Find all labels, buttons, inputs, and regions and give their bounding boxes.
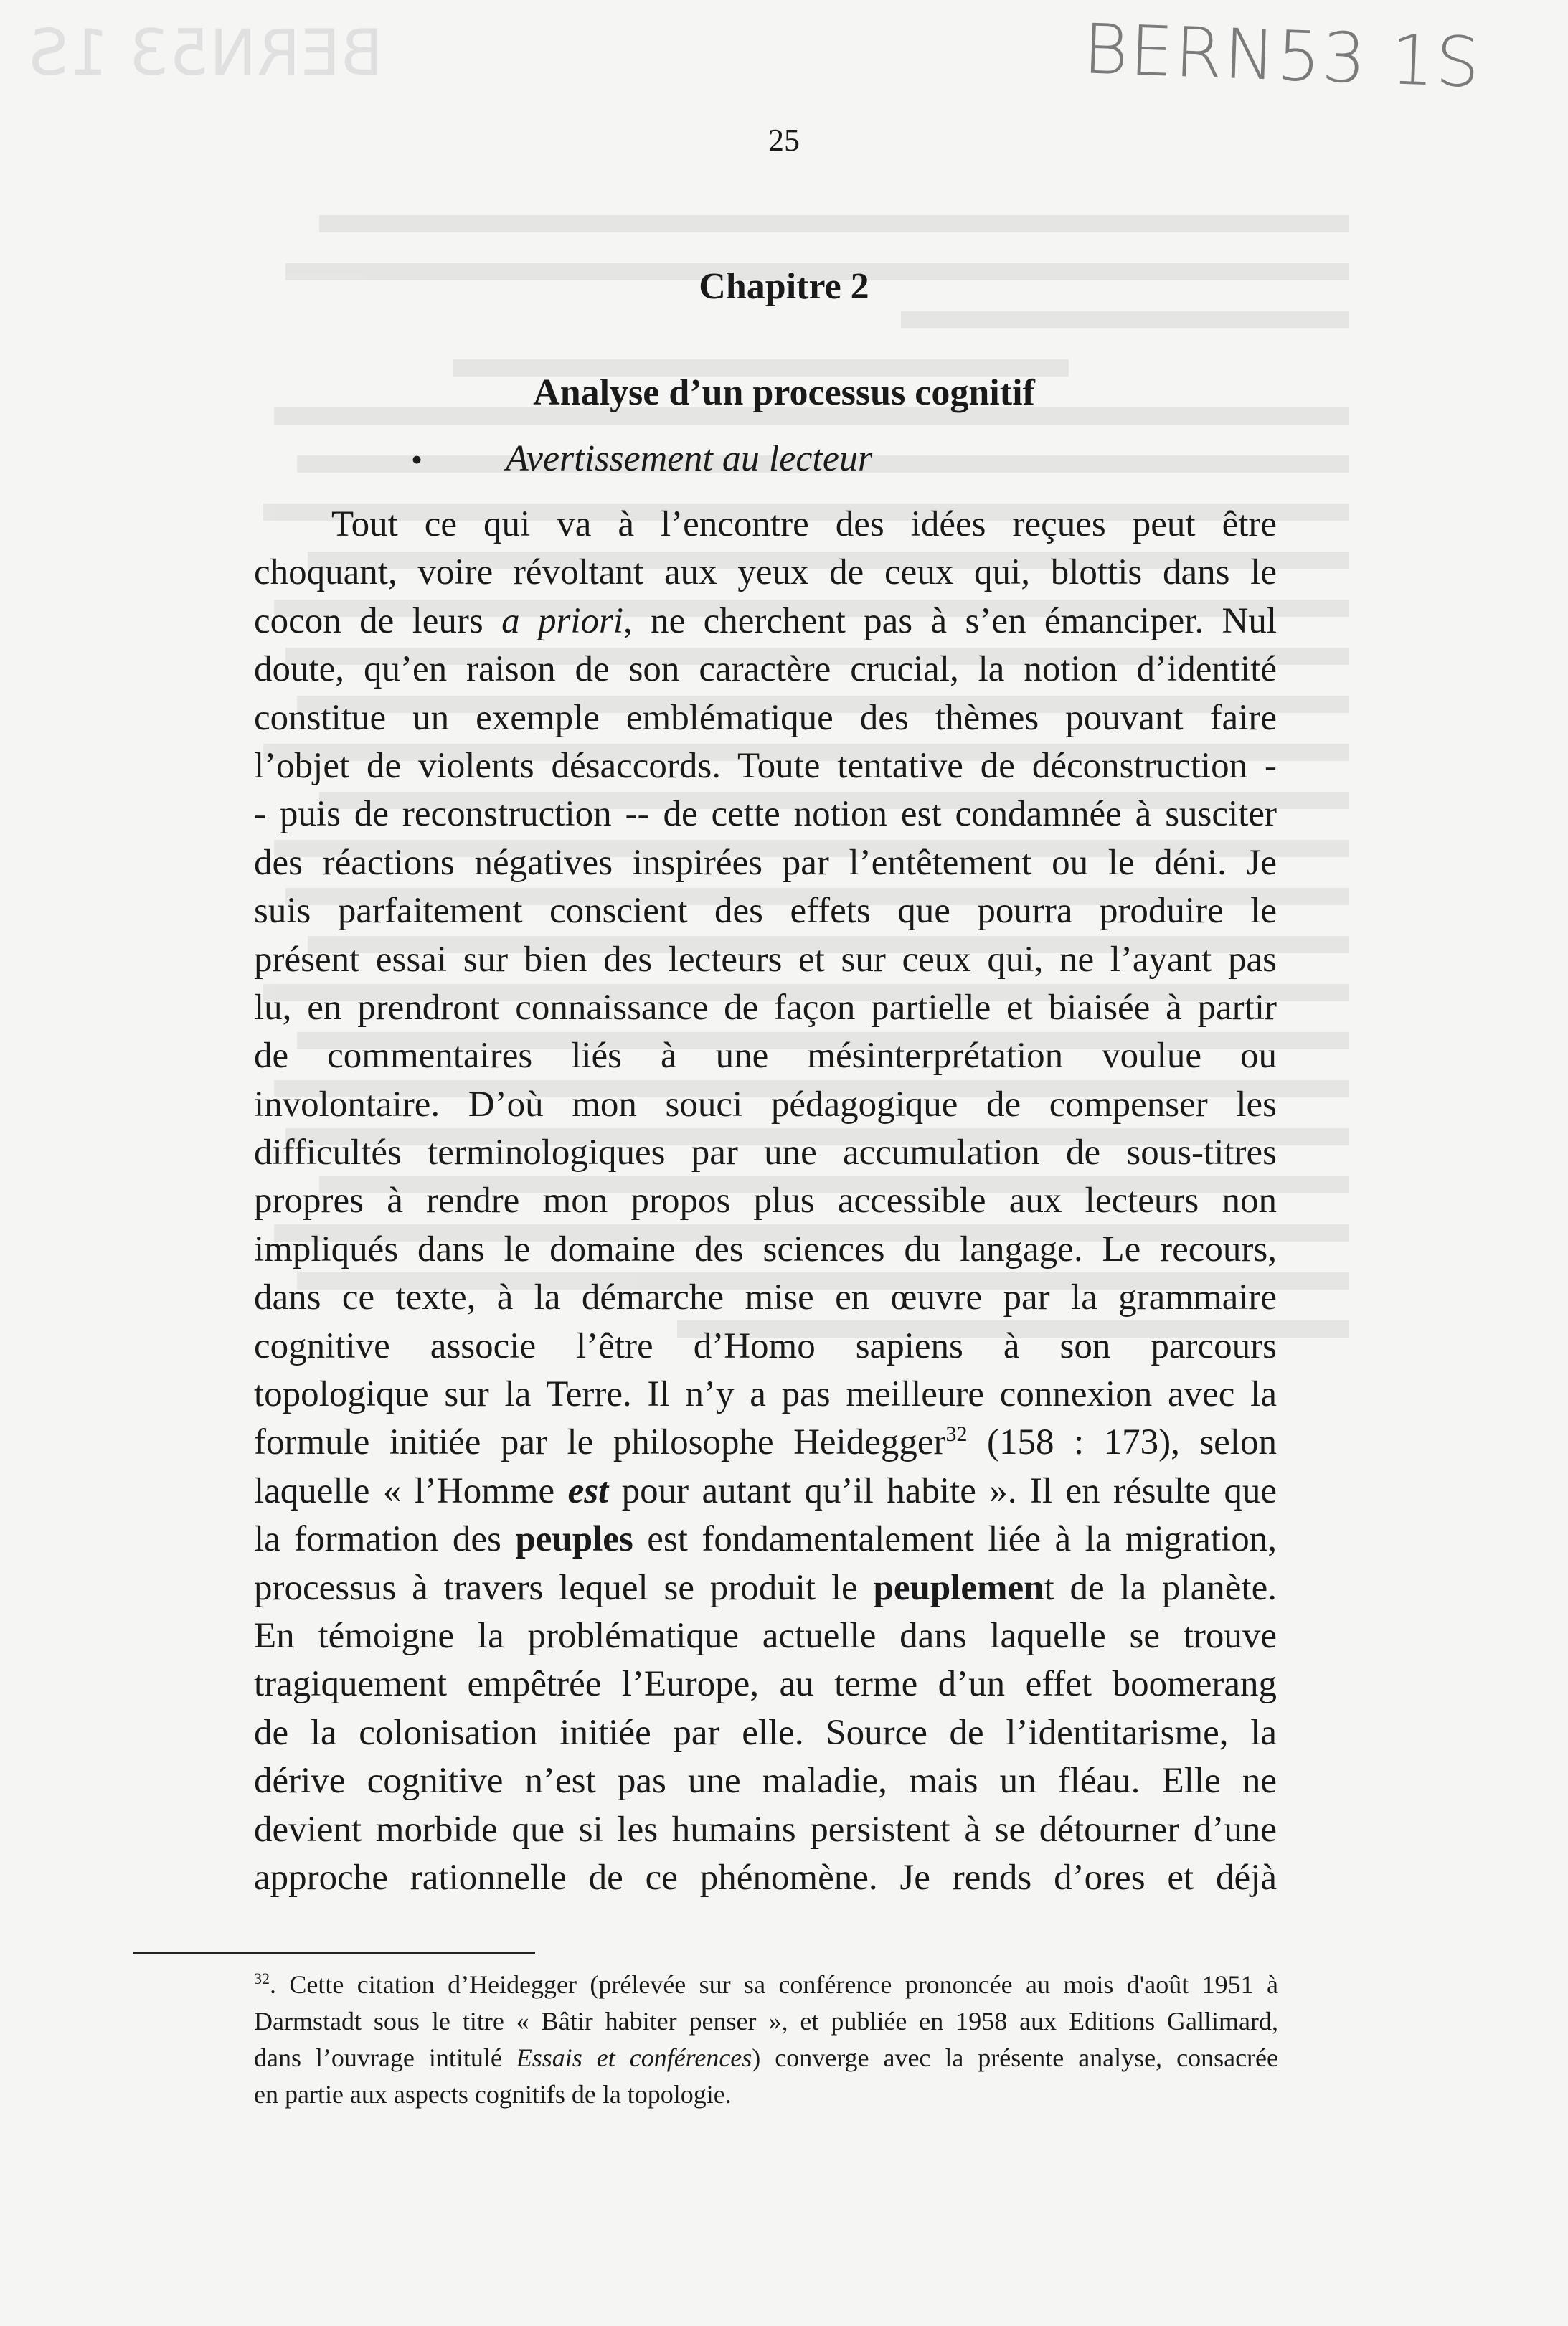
handwritten-archive-stamp: BERN53 1S bbox=[1082, 9, 1483, 103]
text-line: dans ce texte, à la démarche mise en œuvre par la grammaire bbox=[254, 1277, 1277, 1318]
footnote-line: en partie aux aspects cognitifs de la topologie. bbox=[254, 2080, 732, 2109]
footnote-number: 32 bbox=[254, 1970, 270, 1987]
footnote-line: dans l’ouvrage intitulé Essais et conférences) converge avec la présente analyse, consacrée bbox=[254, 2043, 1278, 2072]
handwritten-stamp-show-through: BERN53 1S bbox=[29, 16, 384, 90]
text-line: En témoigne la problématique actuelle dans laquelle se trouve bbox=[254, 1615, 1277, 1656]
text-line: l’objet de violents désaccords. Toute tentative de déconstruction - bbox=[254, 745, 1277, 786]
text-line: tragiquement empêtrée l’Europe, au terme d’un effet boomerang bbox=[254, 1664, 1277, 1705]
text-line: de la colonisation initiée par elle. Source de l’identitarisme, la bbox=[254, 1712, 1277, 1753]
text-line: cognitive associe l’être d’Homo sapiens à son parcours bbox=[254, 1325, 1277, 1366]
text-line: processus à travers lequel se produit le peuplement de la planète. bbox=[254, 1567, 1277, 1608]
footnote bbox=[254, 1967, 1278, 2113]
bullet-icon: • bbox=[411, 441, 423, 478]
section-title: Analyse d’un processus cognitif bbox=[533, 372, 1035, 413]
text-line: de commentaires liés à une mésinterprétation voulue ou bbox=[254, 1036, 1277, 1077]
footnote-line: $^{32}$. Cette citation d’Heidegger (prélevée sur sa conférence prononcée au mois d'août 1951 à bbox=[254, 1970, 1278, 1999]
text-line: laquelle « l’Homme est pour autant qu’il habite ». Il en résulte que bbox=[254, 1470, 1277, 1511]
text-line: lu, en prendront connaissance de façon partielle et biaisée à partir bbox=[254, 987, 1277, 1028]
book-title: Essais et conférences bbox=[516, 2043, 752, 2072]
subsection-title: Avertissement au lecteur bbox=[506, 438, 873, 479]
chapter-title: Chapitre 2 bbox=[699, 266, 869, 307]
italic-term: a priori bbox=[501, 600, 624, 641]
subsection-heading bbox=[411, 438, 873, 480]
text-line: la formation des peuples est fondamentalement liée à la migration, bbox=[254, 1519, 1277, 1560]
bold-term-peuples: peuples bbox=[515, 1519, 633, 1560]
text-line: difficultés terminologiques par une accumulation de sous-titres bbox=[254, 1133, 1277, 1173]
text-line: constitue un exemple emblématique des thèmes pouvant faire bbox=[254, 697, 1277, 738]
text-line: cocon de leurs a priori, ne cherchent pas à s’en émanciper. Nul bbox=[254, 600, 1277, 641]
text-line: devient morbide que si les humains persistent à se détourner d’une bbox=[254, 1809, 1277, 1850]
text-line: formule initiée par le philosophe Heidegger$^{32}$ (158 : 173), selon bbox=[254, 1422, 1277, 1463]
body-paragraph bbox=[254, 501, 1277, 1902]
emphasis-est: est bbox=[567, 1470, 609, 1511]
footnote-line: Darmstadt sous le titre « Bâtir habiter penser », et publiée en 1958 aux Editions Gallimard, bbox=[254, 2007, 1278, 2036]
text-line: propres à rendre mon propos plus accessible aux lecteurs non bbox=[254, 1181, 1277, 1221]
text-line: dérive cognitive n’est pas une maladie, mais un fléau. Elle ne bbox=[254, 1761, 1277, 1802]
text-line: Tout ce qui va à l’encontre des idées reçues peut être bbox=[331, 504, 1277, 544]
text-line: choquant, voire révoltant aux yeux de ceux qui, blottis dans le bbox=[254, 552, 1277, 593]
text-line: involontaire. D’où mon souci pédagogique de compenser les bbox=[254, 1084, 1277, 1125]
text-line: présent essai sur bien des lecteurs et sur ceux qui, ne l’ayant pas bbox=[254, 939, 1277, 980]
text-line: des réactions négatives inspirées par l’entêtement ou le déni. Je bbox=[254, 842, 1277, 883]
text-line: suis parfaitement conscient des effets que pourra produire le bbox=[254, 891, 1277, 932]
text-line: topologique sur la Terre. Il n’y a pas meilleure connexion avec la bbox=[254, 1374, 1277, 1415]
footnote-divider bbox=[133, 1952, 535, 1954]
text-line: - puis de reconstruction -- de cette notion est condamnée à susciter bbox=[254, 794, 1277, 835]
footnote-reference: 32 bbox=[945, 1422, 968, 1447]
page-number: 25 bbox=[768, 123, 800, 158]
text-line: impliqués dans le domaine des sciences du langage. Le recours, bbox=[254, 1229, 1277, 1270]
text-line: doute, qu’en raison de son caractère crucial, la notion d’identité bbox=[254, 649, 1277, 690]
text-line: approche rationnelle de ce phénomène. Je rends d’ores et déjà bbox=[254, 1857, 1277, 1898]
bold-term-peuplement: peuplemen bbox=[873, 1567, 1044, 1608]
